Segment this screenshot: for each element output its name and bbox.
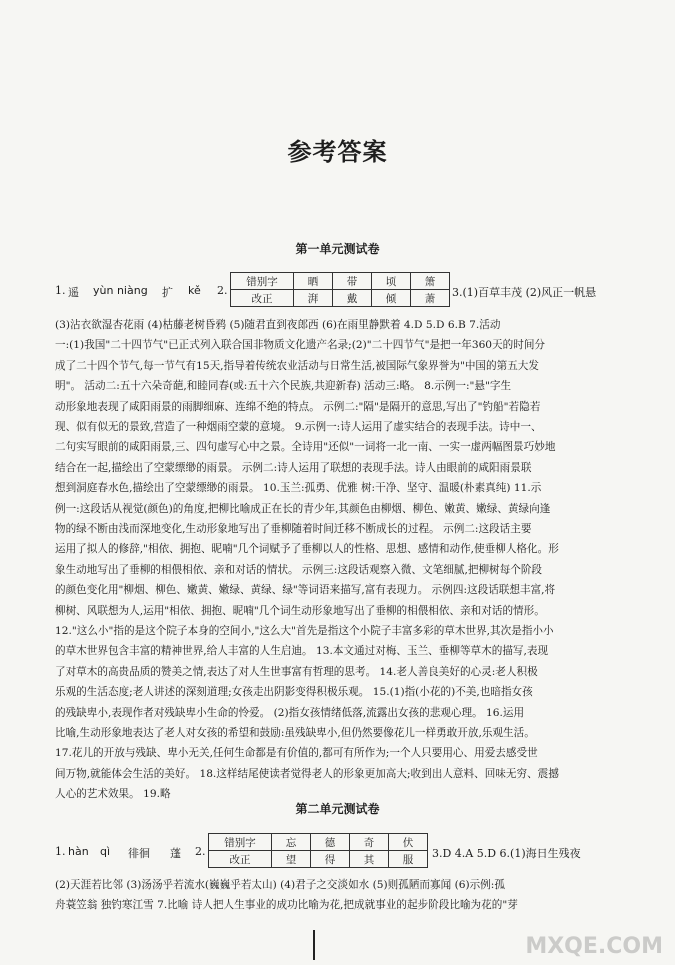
- unit2-q1-item: qì: [100, 845, 111, 858]
- answer-line: 的残缺卑小,表现作者对残缺卑小生命的怜爱。 (2)指女孩情绪低落,流露出女孩的悲观心理。 16.运用: [55, 706, 525, 719]
- page-title: 参考答案: [287, 137, 388, 166]
- table-cell: 倾: [372, 290, 411, 307]
- answer-line: 动形象地表现了咸阳雨景的雨脚细麻、连绵不绝的特点。 示例二:"隔"是隔开的意思,写出了"钓船"若隐若: [55, 400, 541, 413]
- answer-line: 的颜色变化用"柳烟、柳色、嫩黄、嫩绿、黄绿、绿"等词语来描写,富有表现力。 示例四:这段话联想丰富,将: [55, 584, 556, 597]
- table-cell: 伏: [389, 834, 428, 851]
- answer-line: 舟蓑笠翁 独钓寒江雪 7.比喻 诗人把人生事业的成功比喻为花,把成就事业的起步阶段比喻为花的"芽: [55, 899, 518, 911]
- answer-line: 一:(1)我国"二十四节气"已正式列入联合国非物质文化遗产名录;(2)"二十四节气"是把一年360天的时间分: [55, 339, 546, 352]
- table-cell: 带: [333, 273, 372, 290]
- answer-line: 比喻,生动形象地表达了老人对女孩的希望和鼓励:虽残缺卑小,但仍然要像花儿一样勇敢开放,乐观生活。: [55, 727, 535, 739]
- unit1-q2-label: 2.: [217, 284, 228, 297]
- unit2-q1-item: hàn: [68, 845, 89, 858]
- unit1-q1-item: kě: [188, 284, 201, 297]
- table-cell: 其: [350, 851, 389, 868]
- table-cell: 错别字: [209, 834, 272, 851]
- unit1-correction-table: [230, 272, 450, 307]
- table-cell: 萧: [411, 290, 450, 307]
- unit2-correction-table: [208, 833, 428, 868]
- table-cell: 晒: [294, 273, 333, 290]
- table-cell: 得: [311, 851, 350, 868]
- table-cell: 箫: [411, 273, 450, 290]
- unit2-q1-item: 徘徊: [128, 847, 150, 860]
- table-cell: 戴: [333, 290, 372, 307]
- answer-line: 12."这么小"指的是这个院子本身的空间小,"这么大"首先是指这个小院子丰富多彩的草木世界,其次是指小小: [55, 625, 554, 637]
- answer-line: 了对草木的高贵品质的赞美之情,表达了对人生世事富有哲理的思考。 14.老人善良美好的心灵:老人积极: [55, 665, 538, 678]
- unit1-q1-item: 遥: [68, 286, 79, 299]
- unit1-q1-item: yùn niàng: [93, 284, 148, 297]
- answer-line: 柳树、风联想为人,运用"相依、拥抱、昵喃"几个词生动形象地写出了垂柳的相偎相依、亲和对话的情形。: [55, 604, 545, 617]
- answer-line: (3)沾衣欲湿杏花雨 (4)枯藤老树昏鸦 (5)随君直到夜郎西 (6)在雨里静默着 4.D 5.D 6.B 7.活动: [55, 319, 501, 331]
- table-cell: 德: [311, 834, 350, 851]
- table-cell: 错别字: [231, 273, 294, 290]
- table-cell: 顷: [372, 273, 411, 290]
- answer-line: 二句实写眼前的咸阳雨景,三、四句虚写心中之景。全诗用"还似"一词将一北一南、一实一虚两幅图景巧妙地: [55, 441, 556, 454]
- answer-line: 17.花儿的开放与残缺、卑小无关,任何生命都是有价值的,都可有所作为;一个人只要用心、用爱去感受世: [55, 747, 538, 760]
- unit2-q1-item: 蓬: [170, 847, 181, 860]
- unit1-q1-item: 扩: [162, 286, 173, 299]
- unit1-q3-text: 3.(1)百草丰茂 (2)风正一帆悬: [452, 286, 597, 299]
- unit1-q1-label: 1.: [55, 284, 66, 297]
- answer-line: 象生动地写出了垂柳的相偎相依、亲和对话的情状。 示例三:这段话观察入微、文笔细腻,把柳树每个阶段: [55, 563, 543, 576]
- table-cell: 奇: [350, 834, 389, 851]
- table-cell: 服: [389, 851, 428, 868]
- answer-line: 现、似有似无的景致,营造了一种烟雨空蒙的意境。 9.示例一:诗人运用了虚实结合的表现手法。诗中一、: [55, 421, 542, 433]
- unit2-heading: 第二单元测试卷: [295, 802, 380, 816]
- table-cell: 忘: [272, 834, 311, 851]
- table-cell: 湃: [294, 290, 333, 307]
- unit2-q3-text: 3.D 4.A 5.D 6.(1)海日生残夜: [432, 847, 581, 860]
- watermark-logo: MXQE.COM: [525, 934, 663, 959]
- answer-line: 结合在一起,描绘出了空蒙缥缈的雨景。 示例二:诗人运用了联想的表现手法。诗人由眼前的咸阳雨景联: [55, 461, 532, 474]
- table-cell: 改正: [209, 851, 272, 868]
- answer-line: 乐观的生活态度;老人讲述的深刻道理;女孩走出阴影变得积极乐观。 15.(1)指(小花的)不美,也暗指女孩: [55, 686, 533, 699]
- answer-line: (2)天涯若比邻 (3)汤汤乎若流水(巍巍乎若太山) (4)君子之交淡如水 (5)则孤陋而寡闻 (6)示例:孤: [55, 879, 505, 891]
- unit1-heading: 第一单元测试卷: [295, 242, 380, 256]
- answer-line: 的草木世界包含丰富的精神世界,给人丰富的人生启迪。 13.本文通过对梅、玉兰、垂柳等草木的描写,表现: [55, 645, 549, 658]
- table-cell: 望: [272, 851, 311, 868]
- answer-line: 物的绿不断由浅而深地变化,生动形象地写出了垂柳随着时间迁移不断成长的过程。 示例二:这段话主要: [55, 523, 532, 535]
- answer-line: 成了二十四个节气,每一节气有15天,指导着传统农业活动与日常生活,被国际气象界誉为"中国的第五大发: [55, 359, 539, 372]
- answer-line: 想到洞庭春水色,描绘出了空蒙缥缈的雨景。 10.玉兰:孤勇、优雅 树:干净、坚守、温暖(朴素真纯) 11.示: [55, 482, 542, 495]
- table-cell: 改正: [231, 290, 294, 307]
- page-divider: [313, 930, 315, 960]
- answer-line: 例一:这段话从视觉(颜色)的角度,把柳比喻成正在长的青少年,其颜色由柳烟、柳色、嫩黄、嫩绿、黄绿向逢: [55, 502, 551, 515]
- answer-line: 间万物,就能体会生活的美好。 18.这样结尾使读者觉得老人的形象更加高大;收到出人意料、回味无穷、震撼: [55, 767, 559, 780]
- answer-line: 人心的艺术效果。 19.略: [55, 788, 171, 801]
- answer-line: 运用了拟人的修辞,"相依、拥抱、昵喃"几个词赋予了垂柳以人的性格、思想、感情和动作,使垂柳人格化。形: [55, 543, 559, 556]
- unit2-q2-label: 2.: [195, 845, 206, 858]
- unit2-q1-label: 1.: [55, 845, 66, 858]
- answer-line: 明"。 活动二:五十六朵奇葩,和睦同春(或:五十六个民族,共迎新春) 活动三:略。 8.示例一:"悬"字生: [55, 380, 512, 393]
